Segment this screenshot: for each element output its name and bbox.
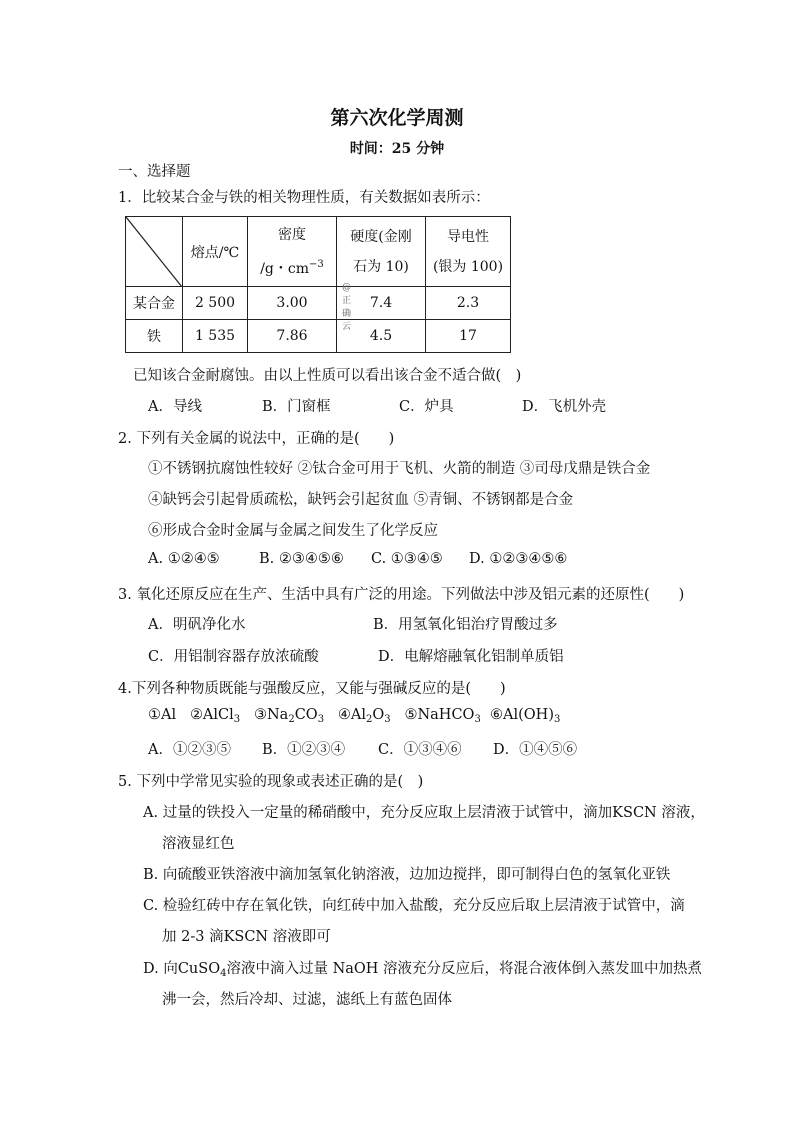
substance-aloh3: $⑥Al(OH)_3$ xyxy=(490,707,561,725)
header-density-unit: /g・cm xyxy=(260,260,310,277)
q3-option-d: D．电解熔融氧化铝制单质铝 xyxy=(378,649,564,665)
exam-time: 时间：25 分钟 xyxy=(349,141,445,157)
header-conductivity-line2: (银为 100) xyxy=(432,258,504,275)
table-cell: 2.3 xyxy=(426,287,511,320)
density-value: 3.00 xyxy=(276,295,308,311)
q5-option-d-line2: 沸一会，然后冷却、过滤，滤纸上有蓝色固体 xyxy=(162,992,452,1008)
q5-option-a-line1: A. 过量的铁投入一定量的稀硝酸中，充分反应取上层清液于试管中，滴加KSCN 溶液， xyxy=(143,805,705,821)
q1-stem: 1．比较某合金与铁的相关物理性质，有关数据如表所示： xyxy=(118,190,490,206)
table-cell: 17 xyxy=(426,320,511,353)
q3-option-c: C．用铝制容器存放浓硫酸 xyxy=(148,649,319,665)
q2-option-d: D. ①②③④⑤⑥ xyxy=(469,551,568,567)
header-density-exponent: −3 xyxy=(309,258,324,270)
q2-option-a: A. ①②④⑤ xyxy=(148,551,220,567)
q5-option-a-line2: 溶液显红色 xyxy=(162,836,235,852)
q4-option-a: A．①②③⑤ xyxy=(148,742,231,758)
table-cell: 1 535 xyxy=(183,320,248,353)
q1-option-c: C．炉具 xyxy=(399,399,454,415)
q5-option-d-line1: D. 向CuSO$_4$溶液中滴入过量 NaOH 溶液充分反应后，将混合液体倒入蒸发皿中加热煮 xyxy=(143,961,703,979)
substance-al: ①Al xyxy=(148,707,177,723)
header-hardness-line1: 硬度(金刚 xyxy=(350,228,412,245)
q2-option-c: C. ①③④⑤ xyxy=(371,551,443,567)
substance-na2co3: $③Na_2CO_3$ xyxy=(253,707,325,725)
header-density xyxy=(248,217,337,287)
q4-option-b: B．①②③④ xyxy=(262,742,346,758)
properties-table xyxy=(125,216,511,353)
table-cell xyxy=(248,283,352,332)
q4-stem: 4.下列各种物质既能与强酸反应，又能与强碱反应的是( ) xyxy=(118,681,506,697)
q2-statement-line: ①不锈钢抗腐蚀性较好 ②钛合金可用于飞机、火箭的制造 ③司母戊鼎是铁合金 xyxy=(148,461,651,477)
q5-stem: 5. 下列中学常见实验的现象或表述正确的是( ) xyxy=(118,774,424,790)
q5-option-b: B. 向硫酸亚铁溶液中滴加氢氧化钠溶液，边加边搅拌，即可制得白色的氢氧化亚铁 xyxy=(143,867,671,883)
header-hardness-line2: 石为 10) xyxy=(353,258,409,275)
watermark-text: @正确云 xyxy=(342,283,352,332)
q1-option-b: B．门窗框 xyxy=(262,399,331,415)
q2-statement-line: ⑥形成合金时金属与金属之间发生了化学反应 xyxy=(148,523,438,539)
table-row xyxy=(126,320,511,353)
substance-al2o3: $④Al_2O_3$ xyxy=(337,707,391,725)
q1-question: 已知该合金耐腐蚀。由以上性质可以看出该合金不适合做( ) xyxy=(133,368,522,384)
table-cell: 2 500 xyxy=(183,287,248,320)
table-corner-cell xyxy=(126,217,183,287)
q1-option-d: D．飞机外壳 xyxy=(522,399,607,415)
table-cell: 4.5 xyxy=(337,320,426,353)
q5-option-c-line2: 加 2-3 滴KSCN 溶液即可 xyxy=(162,929,331,945)
table-cell: 7.4 xyxy=(337,287,426,320)
row-name: 铁 xyxy=(126,320,183,353)
header-conductivity xyxy=(426,217,511,287)
row-name: 某合金 xyxy=(126,287,183,320)
table-row xyxy=(126,287,511,320)
q4-substance-list xyxy=(148,707,560,725)
table-cell: 7.86 xyxy=(248,320,337,353)
section-heading: 一、选择题 xyxy=(118,164,191,180)
header-conductivity-line1: 导电性 xyxy=(447,228,489,245)
substance-alcl3: ②AlCl$_3$ xyxy=(189,707,241,725)
q2-statement-line: ④缺钙会引起骨质疏松，缺钙会引起贫血 ⑤青铜、不锈钢都是合金 xyxy=(148,492,574,508)
q3-option-b: B．用氢氧化铝治疗胃酸过多 xyxy=(373,617,558,633)
header-hardness xyxy=(337,217,426,287)
header-density-line1: 密度 xyxy=(278,226,306,243)
header-density-line2 xyxy=(248,250,336,284)
header-melting-point: 熔点/℃ xyxy=(183,217,248,287)
q1-option-a: A．导线 xyxy=(148,399,202,415)
q4-option-c: C．①③④⑥ xyxy=(378,742,462,758)
q3-option-a: A．明矾净化水 xyxy=(148,617,246,633)
q2-stem: 2. 下列有关金属的说法中，正确的是( ) xyxy=(118,431,395,447)
q5-option-c-line1: C. 检验红砖中存在氧化铁，向红砖中加入盐酸，充分反应后取上层清液于试管中，滴 xyxy=(143,898,685,914)
q4-option-d: D．①④⑤⑥ xyxy=(493,742,578,758)
page-title: 第六次化学周测 xyxy=(330,107,464,129)
q2-option-b: B. ②③④⑤⑥ xyxy=(259,551,344,567)
substance-nahco3: ⑤NaHCO$_3$ xyxy=(404,707,481,725)
q3-stem: 3. 氧化还原反应在生产、生活中具有广泛的用途。下列做法中涉及铝元素的还原性( ) xyxy=(118,587,685,603)
